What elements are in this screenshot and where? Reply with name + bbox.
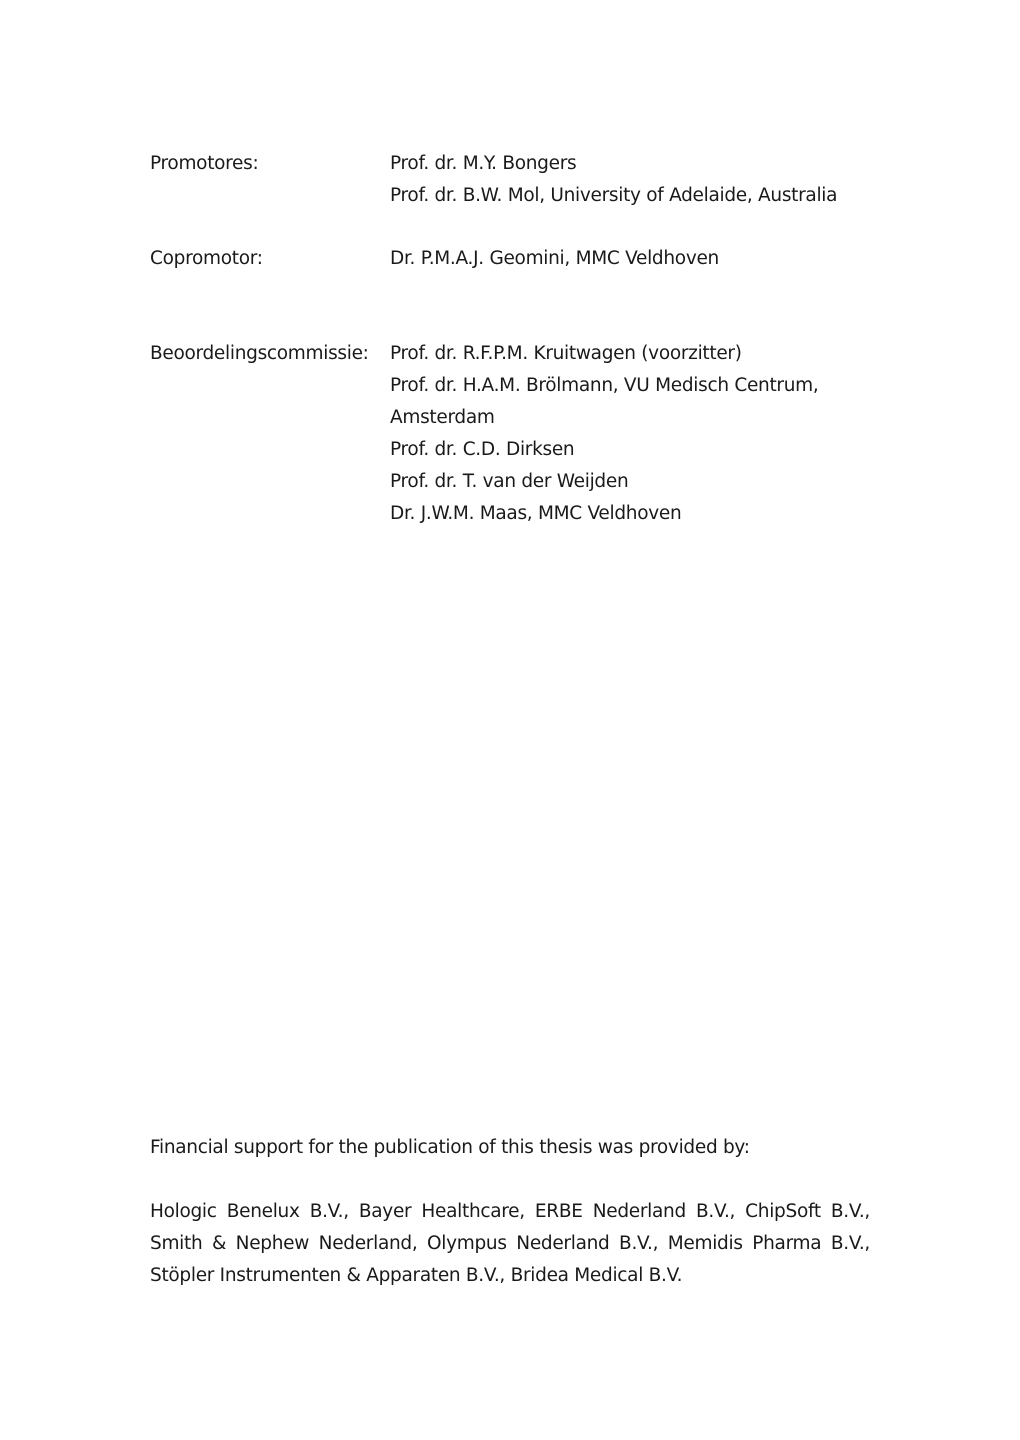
committee-section (150, 148, 870, 530)
committee-member-name: Prof. dr. C.D. Dirksen (390, 439, 575, 460)
copromotor-row (150, 243, 870, 275)
sponsor-list: Hologic Benelux B.V., Bayer Healthcare, ERBE Nederland B.V., ChipSoft B.V., Smith & Nephew Nederland, Olympus Nederland B.V., Memidis Pharma B.V., Stöpler Instrumenten & Apparaten B.V., Bridea Medical B.V. (150, 1201, 870, 1286)
beoordelingscommissie-label: Beoordelingscommissie: (150, 343, 369, 364)
copromotor-name: Dr. P.M.A.J. Geomini, MMC Veldhoven (390, 248, 719, 269)
promotores-row (150, 148, 870, 212)
copromotor-label: Copromotor: (150, 248, 263, 269)
promotores-label: Promotores: (150, 153, 259, 174)
promotores-members (390, 148, 870, 212)
beoordelingscommissie-members (390, 338, 870, 530)
beoordelingscommissie-row (150, 338, 870, 530)
committee-member-name: Dr. J.W.M. Maas, MMC Veldhoven (390, 503, 682, 524)
copromotor-members (390, 243, 870, 275)
promotor-name: Prof. dr. B.W. Mol, University of Adelaide, Australia (390, 185, 838, 206)
financial-support-heading: Financial support for the publication of this thesis was provided by: (150, 1137, 750, 1158)
committee-member-name: Prof. dr. R.F.P.M. Kruitwagen (voorzitter) (390, 343, 742, 364)
promotor-name: Prof. dr. M.Y. Bongers (390, 153, 577, 174)
financial-support-section (150, 1132, 870, 1292)
committee-member-name: Prof. dr. T. van der Weijden (390, 471, 629, 492)
committee-member-name: Prof. dr. H.A.M. Brölmann, VU Medisch Centrum, Amsterdam (390, 375, 819, 428)
